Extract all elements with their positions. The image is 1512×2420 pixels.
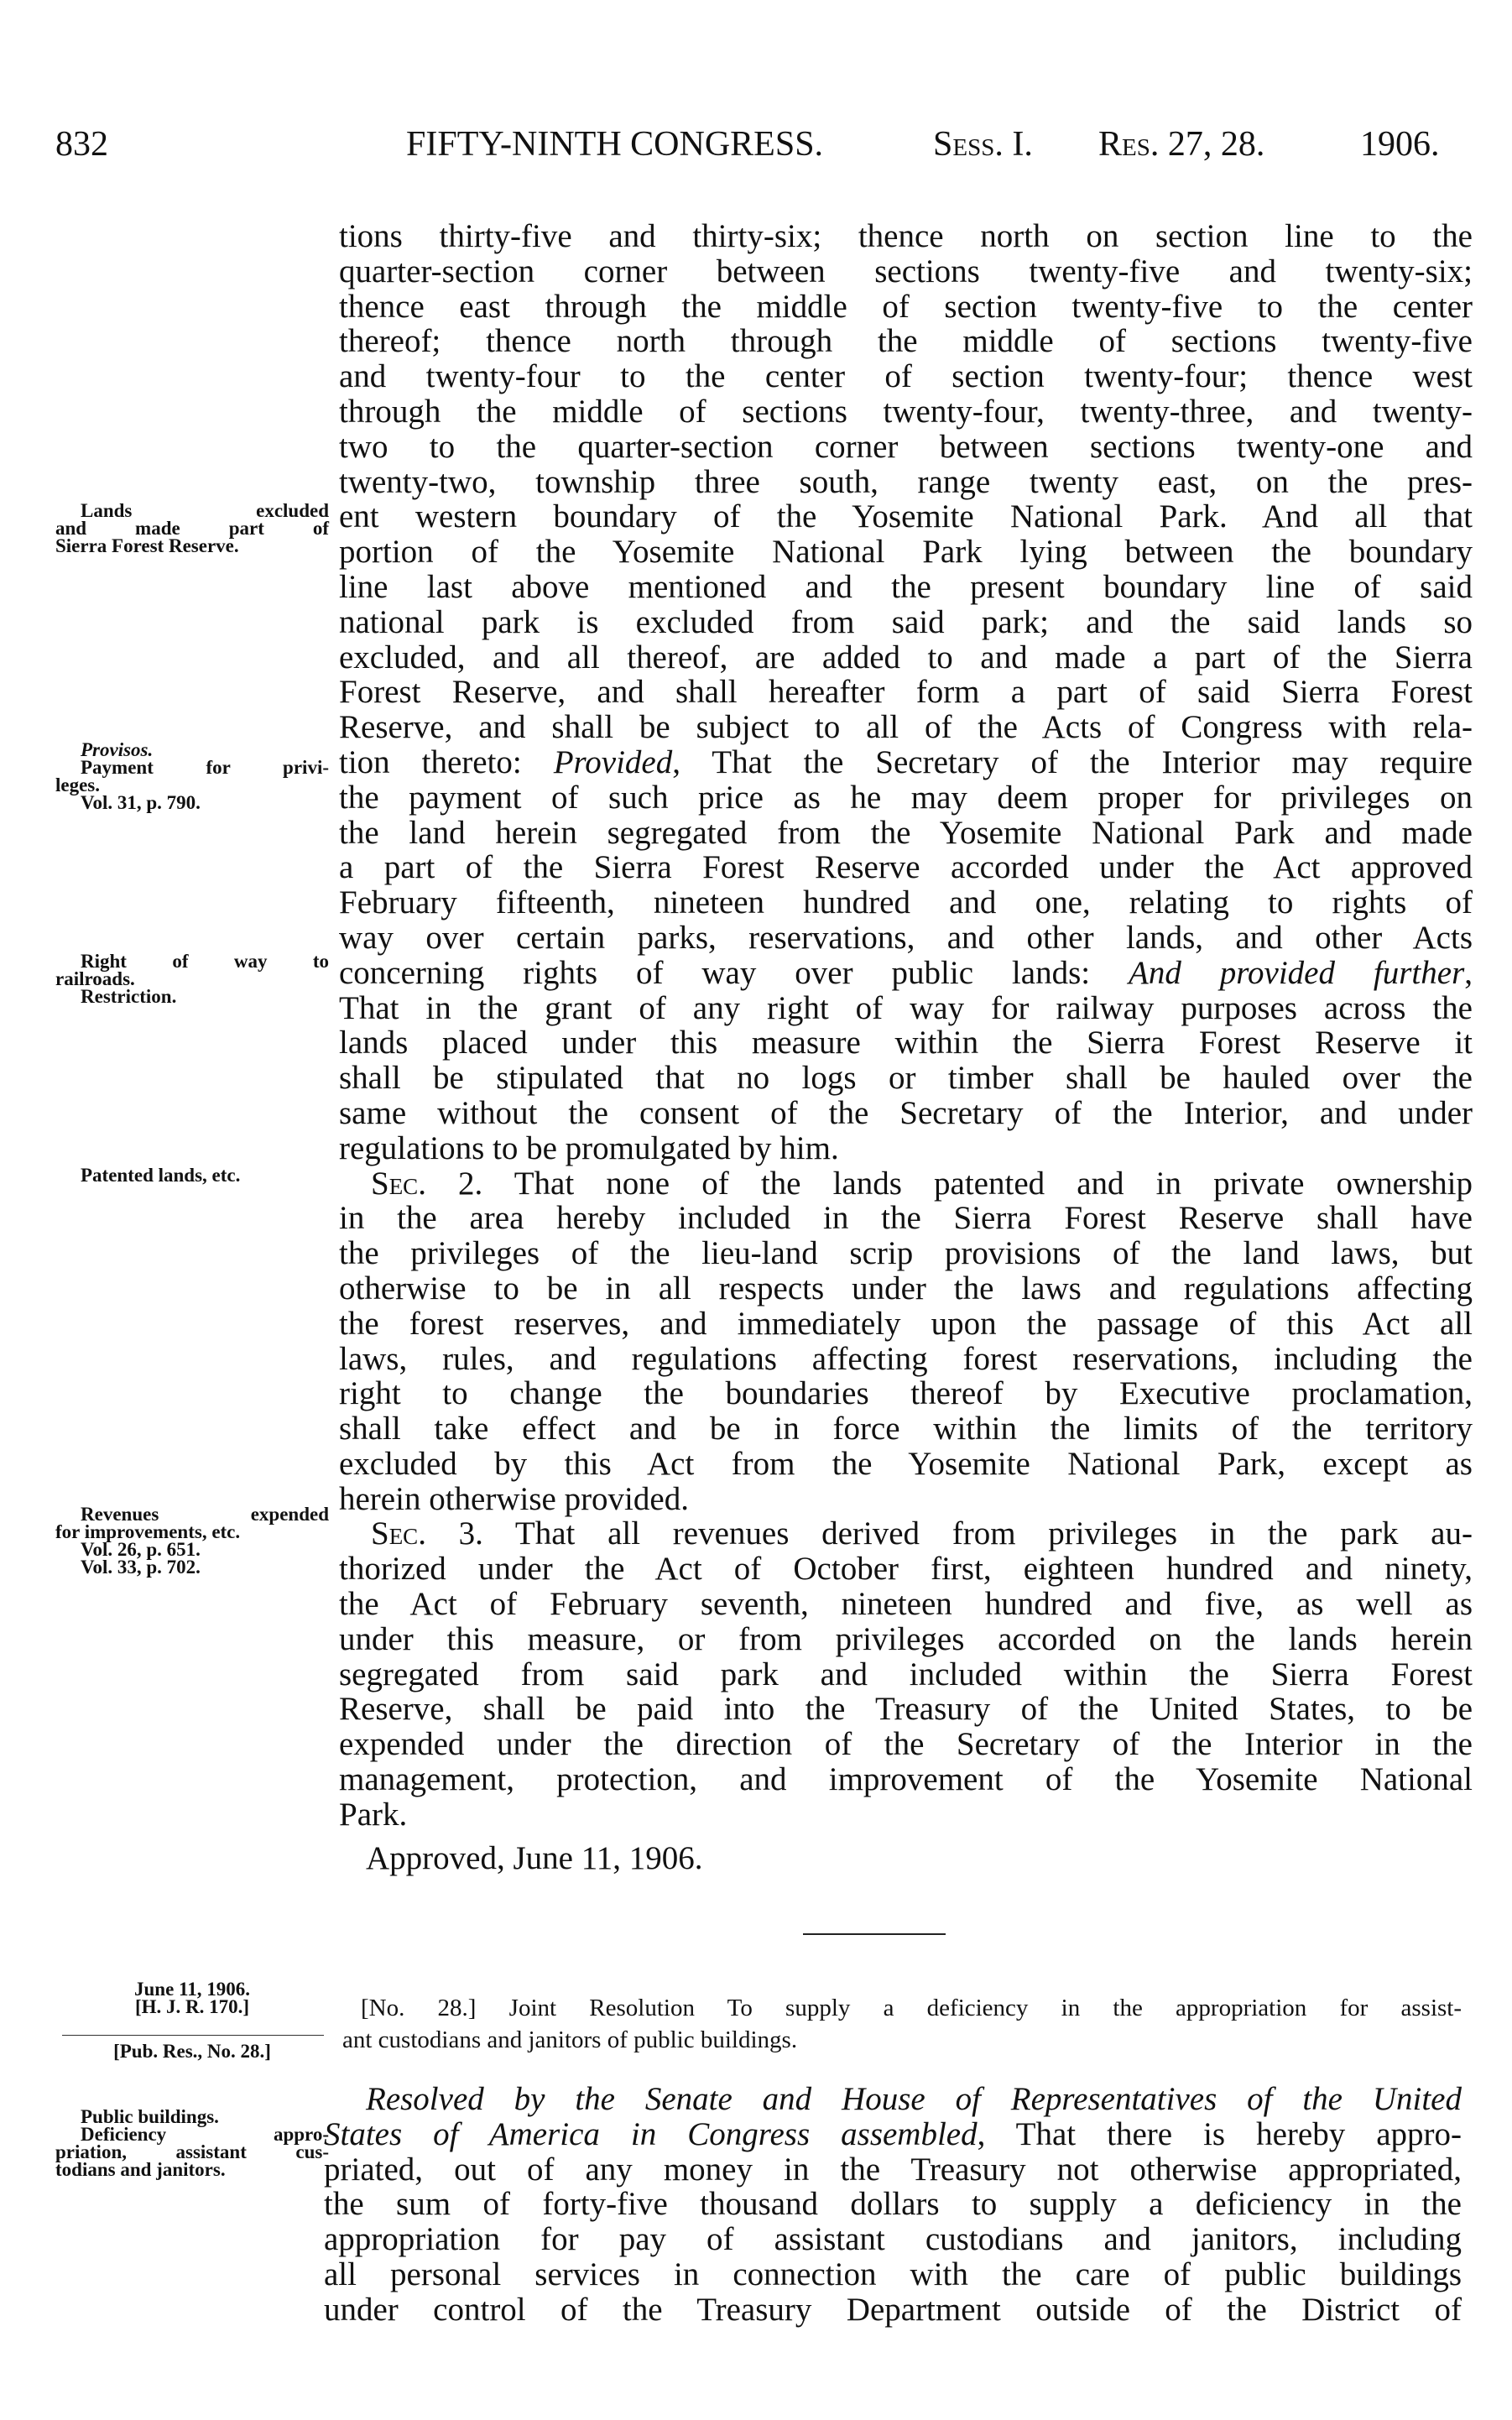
text-line: Reserve, shall be paid into the Treasury of the United States, to be — [339, 1691, 1473, 1728]
margin-note-line: Right of way to — [81, 951, 329, 972]
text-line: way over certain parks, reservations, and other lands, and other Acts — [339, 919, 1473, 956]
text-line: a part of the Sierra Forest Reserve accorded under the Act approved — [339, 849, 1473, 886]
section-label: Sec. 2. — [371, 1165, 483, 1202]
margin-note-line: priation, assistant cus- — [55, 2141, 329, 2162]
italic-phrase: Provided — [553, 743, 673, 780]
text-line: national park is excluded from said park; and the said lands so — [339, 603, 1473, 640]
main-text — [339, 219, 1473, 1833]
text-line: excluded, and all thereof, are added to and made a part of the Sierra — [339, 639, 1473, 675]
text-segment: tion thereto: — [339, 743, 554, 780]
text-line: herein otherwise provided. — [339, 1480, 689, 1517]
text-segment: , That the Secretary of the Interior may require — [672, 743, 1473, 780]
resolution-title — [342, 1992, 1462, 2056]
text-line: regulations to be promulgated by him. — [339, 1129, 839, 1166]
text-line: under this measure, or from privileges accorded on the lands herein — [339, 1620, 1473, 1657]
text-line: appropriation for pay of assistant custodians and janitors, including — [324, 2221, 1462, 2258]
text-line — [339, 1166, 1473, 1202]
margin-note-public-buildings — [55, 2108, 329, 2178]
text-line: the Act of February seventh, nineteen hundred and five, as well as — [339, 1586, 1473, 1623]
margin-note-patented — [55, 1166, 329, 1184]
margin-note-line: leges. — [55, 775, 101, 795]
text-line: under control of the Treasury Department outside of the District of — [324, 2291, 1462, 2328]
text-line: laws, rules, and regulations affecting forest reservations, including the — [339, 1340, 1473, 1377]
margin-note-lands-excluded — [55, 502, 329, 555]
text-line: Park. — [339, 1796, 408, 1833]
text-line — [324, 2117, 1462, 2152]
text-segment: , That there is hereby appro- — [977, 2115, 1462, 2152]
italic-phrase: States of America in Congress assembled — [324, 2115, 978, 2152]
text-line: segregated from said park and included within the Sierra Forest — [339, 1656, 1473, 1692]
text-line: the privileges of the lieu-land scrip provisions of the land laws, but — [339, 1235, 1473, 1272]
text-line: the payment of such price as he may deem proper for privileges on — [339, 779, 1473, 816]
margin-note-line: Lands excluded — [81, 500, 329, 521]
resolution-numbers: Res. 27, 28. — [1098, 125, 1265, 164]
congress-title: FIFTY-NINTH CONGRESS. — [406, 125, 824, 164]
italic-phrase: Resolved by the Senate and House of Representatives of the United — [366, 2081, 1462, 2117]
margin-note-line: Vol. 31, p. 790. — [81, 792, 201, 813]
text-line: tions thirty-five and thirty-six; thence north on section line to the — [339, 218, 1473, 254]
margin-note-line: Payment for privi- — [81, 757, 329, 778]
margin-note-pub-res — [55, 2042, 329, 2060]
text-line — [339, 745, 1473, 780]
margin-note-line: Patented lands, etc. — [81, 1165, 241, 1186]
margin-note-line: todians and janitors. — [55, 2159, 226, 2180]
text-segment: That all revenues derived from privileges in the park au- — [482, 1515, 1473, 1552]
margin-note-right-of-way — [55, 952, 329, 1005]
margin-note-line: and made part of — [55, 518, 329, 539]
text-line: expended under the direction of the Secretary of the Interior in the — [339, 1726, 1473, 1763]
text-line — [324, 2082, 1462, 2117]
margin-rule — [62, 2035, 324, 2036]
margin-note-line: [Pub. Res., No. 28.] — [113, 2041, 271, 2062]
margin-note-line: Sierra Forest Reserve. — [55, 535, 239, 556]
text-line: quarter-section corner between sections twenty-five and twenty-six; — [339, 253, 1473, 289]
text-line: the sum of forty-five thousand dollars to supply a deficiency in the — [324, 2186, 1462, 2223]
text-line: lands placed under this measure within the Sierra Forest Reserve it — [339, 1025, 1473, 1061]
margin-note-line: Public buildings. — [81, 2106, 219, 2127]
text-line: Reserve, and shall be subject to all of the Acts of Congress with rela- — [339, 709, 1473, 746]
margin-note-line: Deficiency appro- — [81, 2124, 329, 2145]
margin-note-line: Restriction. — [81, 986, 177, 1007]
text-line: through the middle of sections twenty-four, twenty-three, and twenty- — [339, 393, 1473, 430]
text-line: portion of the Yosemite National Park lying between the boundary — [339, 534, 1473, 571]
text-line: and twenty-four to the center of section twenty-four; thence west — [339, 358, 1473, 395]
text-line: excluded by this Act from the Yosemite National Park, except as — [339, 1445, 1473, 1482]
text-line: Forest Reserve, and shall hereafter form a part of said Sierra Forest — [339, 674, 1473, 711]
text-line: all personal services in connection with the care of public buildings — [324, 2256, 1462, 2292]
margin-note-revenues — [55, 1505, 329, 1576]
margin-note-line: railroads. — [55, 968, 135, 989]
approval-line: Approved, June 11, 1906. — [366, 1840, 703, 1876]
margin-note-line: Provisos. — [81, 739, 154, 760]
text-line: ant custodians and janitors of public buildings. — [342, 2026, 798, 2053]
margin-note-line: Revenues expended — [81, 1504, 329, 1525]
margin-note-line: [H. J. R. 170.] — [134, 1996, 250, 2017]
session: Sess. I. — [933, 125, 1033, 164]
margin-note-date — [55, 1980, 329, 2016]
text-line: ent western boundary of the Yosemite National Park. And all that — [339, 498, 1473, 535]
margin-note-line: Vol. 26, p. 651. — [81, 1539, 201, 1560]
margin-note-line: Vol. 33, p. 702. — [81, 1557, 201, 1578]
text-line: in the area hereby included in the Sierra Forest Reserve shall have — [339, 1200, 1473, 1237]
text-line: management, protection, and improvement of the Yosemite National — [339, 1761, 1473, 1798]
text-line: twenty-two, township three south, range twenty east, on the pres- — [339, 463, 1473, 500]
text-line: two to the quarter-section corner between sections twenty-one and — [339, 428, 1473, 465]
text-line: That in the grant of any right of way for railway purposes across the — [339, 989, 1473, 1026]
text-line: line last above mentioned and the present boundary line of said — [339, 568, 1473, 605]
section-divider — [803, 1933, 946, 1935]
margin-note-line: for improvements, etc. — [55, 1521, 241, 1542]
text-line: right to change the boundaries thereof by Executive proclamation, — [339, 1375, 1473, 1412]
section-label: Sec. 3. — [371, 1515, 483, 1552]
text-segment: That none of the lands patented and in private ownership — [482, 1165, 1473, 1202]
page-header — [55, 124, 1473, 171]
text-line — [339, 1516, 1473, 1552]
text-line: February fifteenth, nineteen hundred and one, relating to rights of — [339, 884, 1473, 921]
text-line: [No. 28.] Joint Resolution To supply a deficiency in the appropriation for assist- — [361, 1995, 1462, 2021]
text-line: otherwise to be in all respects under the laws and regulations affecting — [339, 1270, 1473, 1306]
text-line: priated, out of any money in the Treasury not otherwise appropriated, — [324, 2151, 1462, 2188]
text-segment: concerning rights of way over public lands: — [339, 954, 1129, 991]
margin-note-provisos — [55, 741, 329, 811]
text-line: shall be stipulated that no logs or timber shall be hauled over the — [339, 1060, 1473, 1097]
page-number: 832 — [55, 125, 108, 164]
year: 1906. — [1360, 125, 1440, 164]
resolution-body — [324, 2082, 1462, 2328]
text-line — [339, 956, 1473, 991]
text-line: the land herein segregated from the Yosemite National Park and made — [339, 814, 1473, 851]
text-line: same without the consent of the Secretary of the Interior, and under — [339, 1094, 1473, 1131]
text-line: the forest reserves, and immediately upon the passage of this Act all — [339, 1305, 1473, 1342]
text-line: shall take effect and be in force within the limits of the territory — [339, 1411, 1473, 1447]
margin-note-line: June 11, 1906. — [133, 1979, 251, 2000]
italic-phrase: And provided further — [1129, 954, 1465, 991]
text-line: thereof; thence north through the middle of sections twenty-five — [339, 323, 1473, 360]
text-segment: , — [1464, 954, 1473, 991]
text-line: thorized under the Act of October first, eighteen hundred and ninety, — [339, 1551, 1473, 1588]
text-line: thence east through the middle of section twenty-five to the center — [339, 288, 1473, 325]
